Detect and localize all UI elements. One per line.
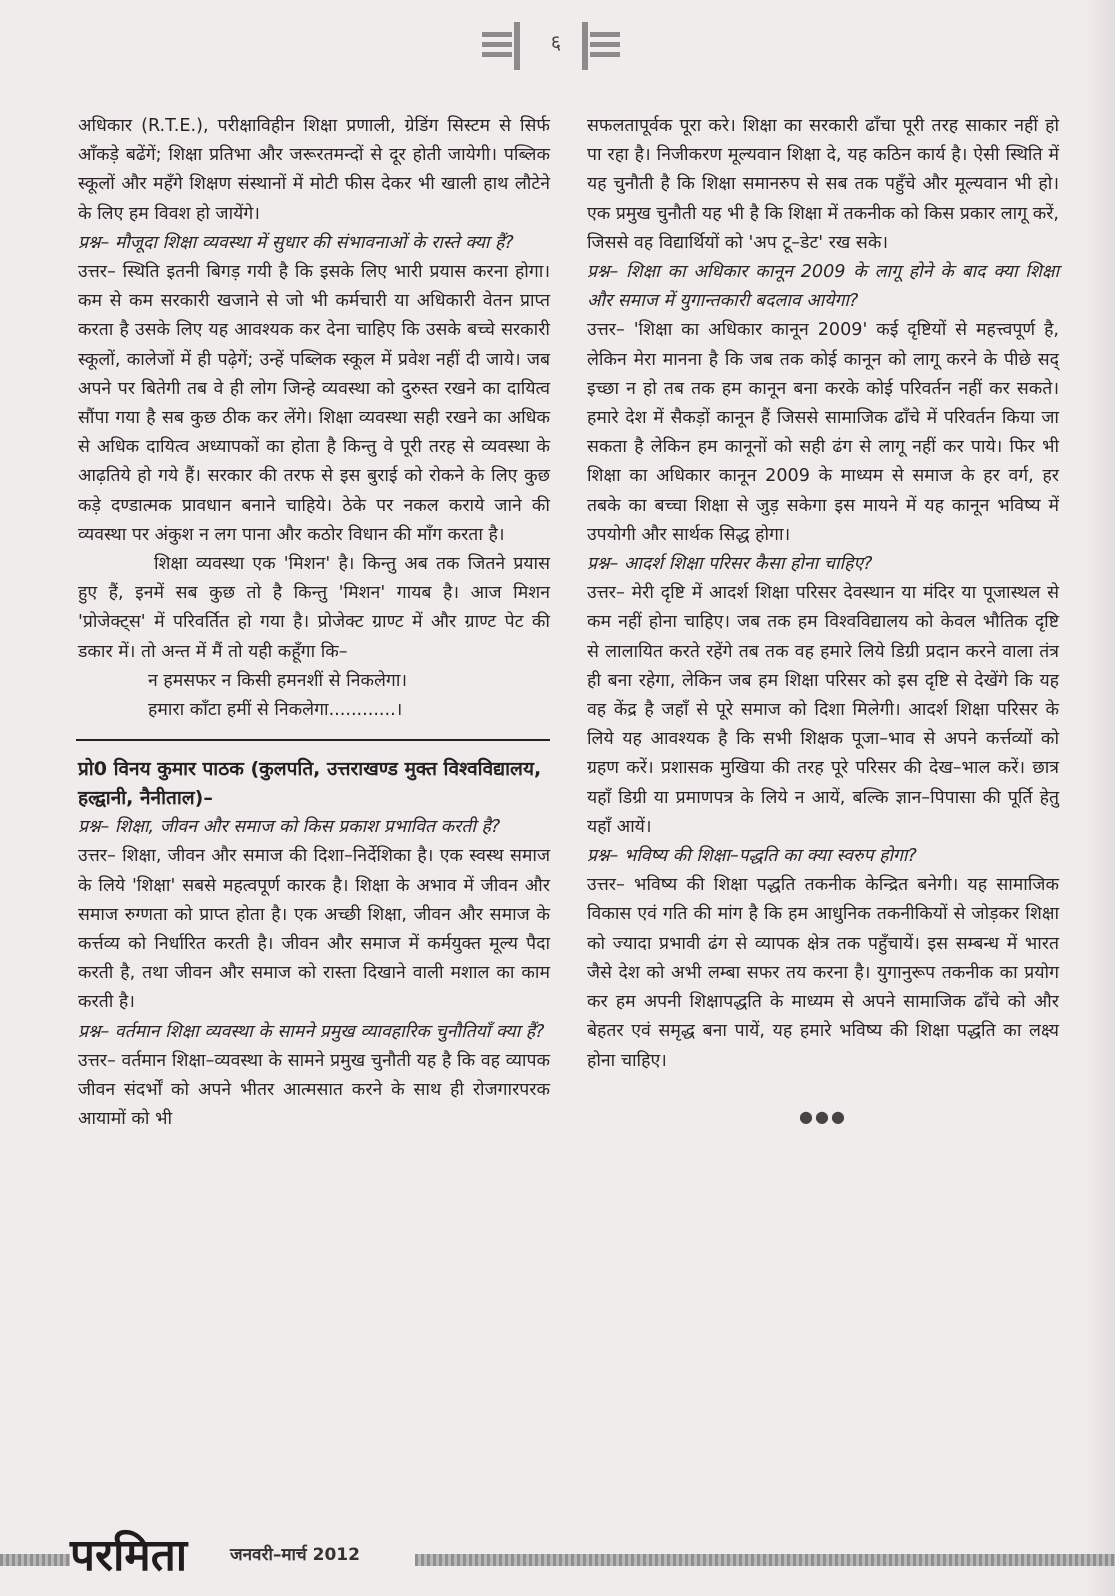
end-mark: ●●● [799,1106,847,1126]
issue-date: जनवरी–मार्च 2012 [230,1545,360,1565]
page-number: ६ [550,30,562,54]
footer-bar [0,1554,70,1566]
answer-paragraph: उत्तर– 'शिक्षा का अधिकार कानून 2009' कई दृष्टियों से महत्त्वपूर्ण है, लेकिन मेरा मानना है कि जब तक कोई कानून को लागू करने के पीछे सद् इच्छा न हो तब तक हम कानून बना करके कोई परिवर्तन नहीं कर सकते। हमारे देश में सैकड़ों कानून हैं जिससे सामाजिक ढाँचे में परिवर्तन किया जा सकता है लेकिन हम कानूनों को सही ढंग से लागू नहीं कर पाये। फिर भी शिक्षा का अधिकार कानून 2009 के माध्यम से समाज के हर वर्ग, हर तबके का बच्चा शिक्षा से जुड़ सकेगा इस मायने में यह कानून भविष्य में उपयोगी और सार्थक सिद्ध होगा। [587,320,1059,545]
interviewee-heading: प्रो0 विनय कुमार पाठक (कुलपति, उत्तराखण्ड मुक्त विश्वविद्यालय, हल्द्वानी, नैनीताल)– [78,758,542,810]
section-divider [76,739,550,741]
answer-paragraph: उत्तर– स्थिति इतनी बिगड़ गयी है कि इसके लिए भारी प्रयास करना होगा। कम से कम सरकारी खजाने से जो भी कर्मचारी या अधिकारी वेतन प्राप्त करता है उसके लिए यह आवश्यक कर देना चाहिए कि उसके बच्चे सरकारी स्कूलों, कालेजों में ही पढ़ेगें; उन्हें पब्लिक स्कूल में प्रवेश नहीं दी जाये। जब अपने पर बितेगी तब वे ही लोग जिन्हे व्यवस्था को दुरुस्त रखने का दायित्व सौंपा गया है सब कुछ ठीक कर लेंगे। शिक्षा व्यवस्था सही रखने का अधिक से अधिक दायित्व अध्यापकों का होता है किन्तु वे पूरी तरह से व्यवस्था के आढ़तिये हो गये हैं। सरकार की तरफ से इस बुराई को रोकने के लिए कुछ कड़े दण्डात्मक प्रावधान बनाने चाहिये। ठेके पर नकल कराये जाने की व्यवस्था पर अंकुश न लग पाना और कठोर विधान की माँग करता है। [78,262,550,545]
left-ornament-icon [482,22,526,70]
question: प्रश्न– मौजूदा शिक्षा व्यवस्था में सुधार की संभावनाओं के रास्ते क्या हैं? [78,232,514,253]
paragraph: अधिकार (R.T.E.), परीक्षाविहीन शिक्षा प्रणाली, ग्रेडिंग सिस्टम से सिर्फ आँकड़े बढेंगें; शिक्षा प्रतिभा और जरूरतमन्दों से दूर होती जायेगी। पब्लिक स्कूलों और महँगे शिक्षण संस्थानों में मोटी फीस देकर भी खाली हाथ लौटेने के लिए हम विवश हो जायेंगे। [78,116,550,224]
answer-paragraph: उत्तर– शिक्षा, जीवन और समाज की दिशा–निर्देशिका है। एक स्वस्थ समाज के लिये 'शिक्षा' सबसे महत्वपूर्ण कारक है। शिक्षा के अभाव में जीवन और समाज रुग्णता को प्राप्त होता है। एक अच्छी शिक्षा, जीवन और समाज के कर्त्तव्य को निर्धारित करती है। जीवन और समाज में कर्मयुक्त मूल्य पैदा करती है, तथा जीवन और समाज को रास्ता दिखाने वाली मशाल का काम करती है। [78,846,550,1013]
paragraph: सफलतापूर्वक पूरा करे। शिक्षा का सरकारी ढाँचा पूरी तरह साकार नहीं हो पा रहा है। निजीकरण मूल्यवान शिक्षा दे, यह कठिन कार्य है। ऐसी स्थिति में यह चुनौती है कि शिक्षा समानरुप से सब तक पहुँचे और मूल्यवान भी हो। एक प्रमुख चुनौती यह भी है कि शिक्षा में तकनीक को किस प्रकार लागू करें, जिससे वह विद्यार्थियों को 'अप टू–डेट' रख सके। [587,116,1060,253]
right-column [587,112,1059,1131]
footer-bar [415,1554,1115,1566]
poem-line: न हमसफर न किसी हमनशीं से निकलेगा। [148,670,408,691]
answer-paragraph: उत्तर– भविष्य की शिक्षा पद्धति तकनीक केन्द्रित बनेगी। यह सामाजिक विकास एवं गति की मांग है कि हम आधुनिक तकनीकियों से जोड़कर शिक्षा को ज्यादा प्रभावी ढंग से व्यापक क्षेत्र तक पहुँचायें। इस सम्बन्ध में भारत जैसे देश को अभी लम्बा सफर तय करना है। युगानुरूप तकनीक का प्रयोग कर हम अपनी शिक्षापद्धति के माध्यम से अपने सामाजिक ढाँचे को और बेहतर एवं समृद्ध बना पायें, यह हमारे भविष्य की शिक्षा पद्धति का लक्ष्य होना चाहिए। [587,875,1059,1071]
question: प्रश्न– शिक्षा का अधिकार कानून 2009 के लागू होने के बाद क्या शिक्षा और समाज में युगान्तकारी बदलाव आयेगा? [587,262,1059,312]
paragraph: शिक्षा व्यवस्था एक 'मिशन' है। किन्तु अब तक जितने प्रयास हुए हैं, इनमें सब कुछ तो है किन्तु 'मिशन' गायब है। आज मिशन 'प्रोजेक्ट्स' में परिवर्तित हो गया है। प्रोजेक्ट ग्राण्ट में और ग्राण्ट पेट की डकार में। तो अन्त में मैं तो यही कहूँगा कि– [78,554,550,662]
question: प्रश्न– भविष्य की शिक्षा–पद्धति का क्या स्वरुप होगा? [587,846,917,867]
page-footer [0,1526,1115,1586]
poem-line: हमारा काँटा हमीं से निकलेगा............। [148,700,403,721]
page-edge-shadow [1085,0,1115,1596]
question: प्रश्न– वर्तमान शिक्षा व्यवस्था के सामने प्रमुख व्यावहारिक चुनौतियाँ क्या हैं? [78,1021,545,1042]
answer-paragraph: उत्तर– मेरी दृष्टि में आदर्श शिक्षा परिसर देवस्थान या मंदिर या पूजास्थल से कम नहीं होना चाहिए। जब तक हम विश्वविद्यालय को केवल भौतिक दृष्टि से लालायित करते रहेंगे तब तक वह हमारे लिये डिग्री प्रदान करने वाला तंत्र ही बना रहेगा, लेकिन जब हम शिक्षा परिसर को इस दृष्टि से देखेंगे कि यह वह केंद्र है जहाँ से पूरे समाज को दिशा मिलेगी। आदर्श शिक्षा परिसर के लिये यह आवश्यक है कि सभी शिक्षक पूजा–भाव से अपने कर्त्तव्यों को ग्रहण करें। प्रशासक मुखिया की तरह पूरे परिसर की देख–भाल करें। छात्र यहाँ डिग्री या प्रमाणपत्र के लिये न आयें, बल्कि ज्ञान–पिपासा की पूर्ति हेतु यहाँ आयें। [587,583,1059,837]
page-header [470,16,650,76]
right-ornament-icon [582,22,626,70]
left-column [78,112,550,1135]
question: प्रश्न– शिक्षा, जीवन और समाज को किस प्रकाश प्रभावित करती है? [78,817,501,838]
answer-paragraph: उत्तर– वर्तमान शिक्षा–व्यवस्था के सामने प्रमुख चुनौती यह है कि वह व्यापक जीवन संदर्भों को अपने भीतर आत्मसात करने के साथ ही रोजगारपरक आयामों को भी [78,1050,550,1130]
magazine-logo: परमिता [70,1530,188,1581]
question: प्रश्न– आदर्श शिक्षा परिसर कैसा होना चाहिए? [587,554,873,575]
